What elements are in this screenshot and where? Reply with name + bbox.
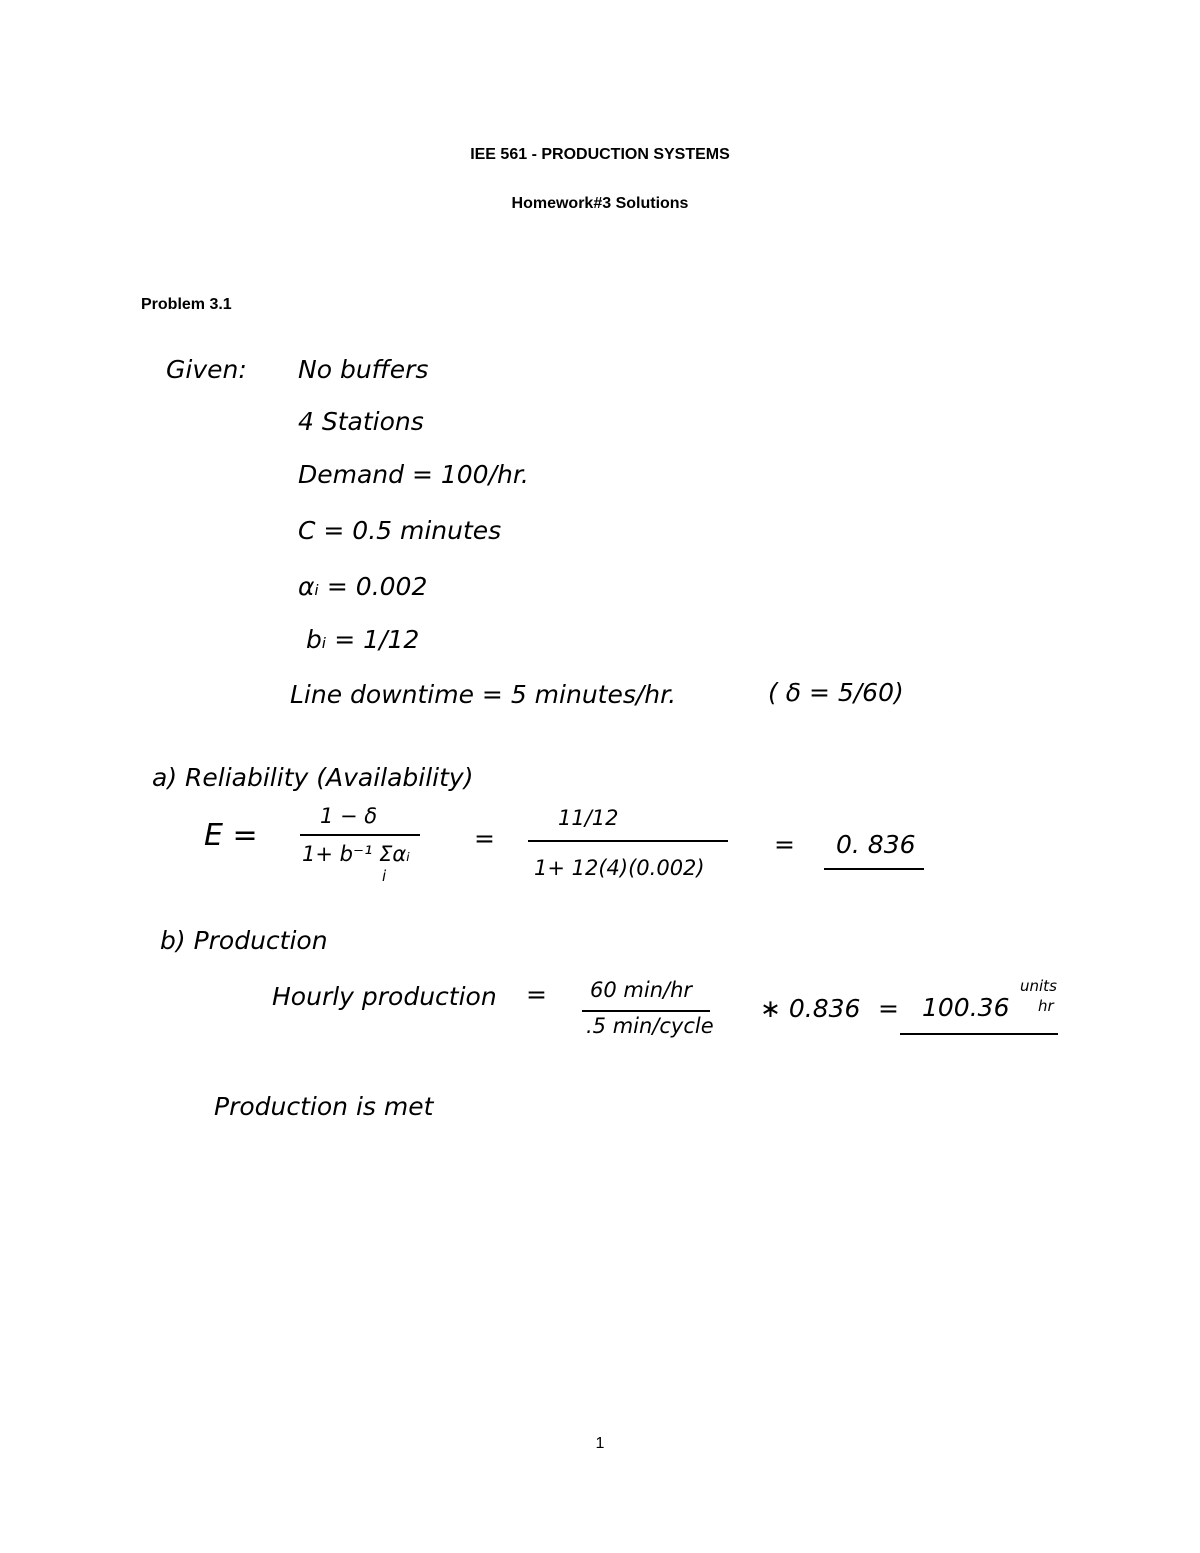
given-item-delta: ( δ = 5/60) <box>768 678 904 707</box>
given-item-demand: Demand = 100/hr. <box>298 460 529 489</box>
part-b-result-unit-bottom: hr <box>1038 997 1054 1015</box>
part-b-times: ∗ 0.836 <box>760 994 861 1023</box>
part-b-frac-line <box>582 1010 710 1012</box>
part-b-result-clip <box>900 975 1058 1045</box>
part-b-equals-1: = <box>526 980 547 1009</box>
part-b-hourly-label: Hourly production <box>272 982 497 1011</box>
part-b-frac-numerator: 60 min/hr <box>590 978 693 1002</box>
page-number: 1 <box>595 1435 605 1452</box>
given-item-alpha: αᵢ = 0.002 <box>298 572 428 601</box>
given-item-cycle-time: C = 0.5 minutes <box>298 516 502 545</box>
part-a-equals-2: = <box>774 830 795 859</box>
part-b-result: 100.36 <box>922 993 1010 1022</box>
part-b-equals-2: = <box>878 994 899 1023</box>
given-item-downtime: Line downtime = 5 minutes/hr. <box>290 680 677 709</box>
part-a-frac2-line <box>528 840 728 842</box>
part-a-result-underline <box>824 868 924 870</box>
part-a-equals-1: = <box>474 824 495 853</box>
part-a-result: 0. 836 <box>836 830 916 859</box>
given-item-buffers: No buffers <box>298 355 429 384</box>
part-a-frac1-denominator: 1+ b⁻¹ Σαᵢ <box>302 842 411 866</box>
part-a-frac2-numerator: 11/12 <box>558 806 619 830</box>
part-a-lhs: E = <box>204 818 258 853</box>
part-b-result-unit-top: units <box>1020 977 1057 995</box>
part-b-frac-denominator: .5 min/cycle <box>586 1014 714 1038</box>
part-b-conclusion: Production is met <box>214 1092 434 1121</box>
course-title: IEE 561 - PRODUCTION SYSTEMS <box>470 146 730 163</box>
part-a-frac1-line <box>300 834 420 836</box>
homework-subtitle: Homework#3 Solutions <box>511 195 689 212</box>
part-a-frac1-subscript: i <box>382 867 387 885</box>
part-b-result-underline <box>900 1033 1058 1035</box>
given-label: Given: <box>166 355 247 384</box>
problem-label: Problem 3.1 <box>141 296 232 313</box>
part-a-frac1-numerator: 1 − δ <box>320 804 378 828</box>
given-item-stations: 4 Stations <box>298 407 424 436</box>
part-a-label: a) Reliability (Availability) <box>152 763 474 792</box>
part-a-frac2-denominator: 1+ 12(4)(0.002) <box>534 856 705 880</box>
given-item-b: bᵢ = 1/12 <box>306 625 420 654</box>
part-b-label: b) Production <box>160 926 328 955</box>
